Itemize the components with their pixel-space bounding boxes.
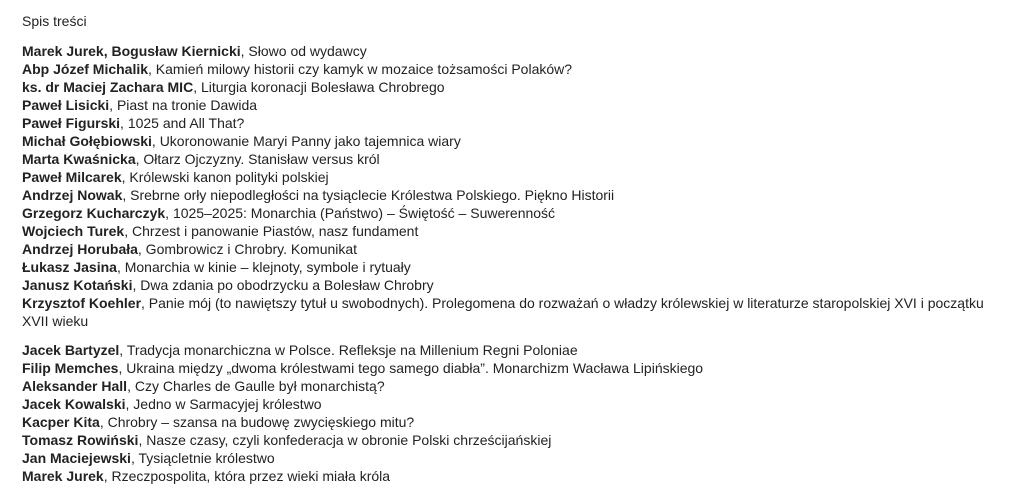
toc-entry-title: , Rzeczpospolita, która przez wieki miała króla [103, 468, 391, 484]
toc-entry [22, 341, 1012, 359]
toc-entry-title: , Ukraina między „dwoma królestwami tego samego diabła”. Monarchizm Wacława Lipińskiego [118, 360, 704, 376]
toc-entry-author: Janusz Kotański [22, 277, 133, 293]
page-title: Spis treści [22, 13, 87, 29]
toc-entry [22, 240, 1012, 258]
toc-entry-author: Filip Memches [22, 360, 119, 376]
toc-entry-title: , Liturgia koronacji Bolesława Chrobrego [193, 79, 445, 95]
toc-entry-author: Andrzej Nowak [22, 187, 123, 203]
toc-entry-title: , Ukoronowanie Maryi Panny jako tajemnica wiary [151, 133, 461, 149]
toc-entry [22, 96, 1012, 114]
toc-entry-author: Aleksander Hall [22, 378, 128, 394]
toc-entry [22, 42, 1012, 60]
toc-entry [22, 377, 1012, 395]
toc-entry [22, 413, 1012, 431]
toc-entry-title: , Kamień milowy historii czy kamyk w mozaice tożsamości Polaków? [148, 61, 573, 77]
toc-entry-author: Marek Jurek, Bogusław Kiernicki [22, 43, 241, 59]
toc-entry-author: Krzysztof Koehler [22, 295, 142, 311]
toc-entry-author: Michał Gołębiowski [22, 133, 152, 149]
toc-entry-author: Grzegorz Kucharczyk [22, 205, 166, 221]
toc-entry [22, 431, 1012, 449]
toc-entry-author: Abp Józef Michalik [22, 61, 149, 77]
toc-entry [22, 60, 1012, 78]
toc-entry-title: , Srebrne orły niepodległości na tysiąclecie Królestwa Polskiego. Piękno Historii [122, 187, 615, 203]
toc-entry-title: , 1025–2025: Monarchia (Państwo) – Świętość – Suwerenność [165, 205, 556, 221]
toc-entry [22, 114, 1012, 132]
toc-entry [22, 449, 1012, 467]
toc-entry-author: Wojciech Turek [22, 223, 125, 239]
toc-entry [22, 467, 1012, 485]
toc-entry-title: , Panie mój (to nawiętszy tytuł u swobodnych). Prolegomena do rozważań o władzy królewskiej w literaturze staropolskiej XVI i początku XVII wieku [22, 295, 984, 329]
toc-entry [22, 132, 1012, 150]
toc-entry-title: , Chrzest i panowanie Piastów, nasz fundament [124, 223, 419, 239]
toc-entry-author: Marta Kwaśnicka [22, 151, 136, 167]
toc-entry-title: , Tradycja monarchiczna w Polsce. Refleksje na Millenium Regni Poloniae [119, 342, 578, 358]
toc-entry [22, 294, 1012, 330]
toc-entry [22, 204, 1012, 222]
toc-entry-title: , Jedno w Sarmacyjej królestwo [125, 396, 322, 412]
toc-list [22, 42, 1012, 485]
toc-entry-title: , 1025 and All That? [120, 115, 245, 131]
toc-entry-author: Paweł Figurski [22, 115, 121, 131]
toc-entry-title: , Chrobry – szansa na budowę zwycięskiego mitu? [99, 414, 415, 430]
toc-entry-author: Paweł Milcarek [22, 169, 122, 185]
toc-entry-title: , Ołtarz Ojczyzny. Stanisław versus król [135, 151, 380, 167]
toc-entry-title: , Królewski kanon polityki polskiej [121, 169, 329, 185]
toc-entry-author: Jacek Kowalski [22, 396, 126, 412]
toc-entry-title: , Nasze czasy, czyli konfederacja w obronie Polski chrześcijańskiej [138, 432, 552, 448]
toc-entry [22, 168, 1012, 186]
toc-entry-title: , Gombrowicz i Chrobry. Komunikat [137, 241, 358, 257]
toc-entry [22, 359, 1012, 377]
toc-entry-author: Jan Maciejewski [22, 450, 131, 466]
toc-entry-title: , Piast na tronie Dawida [109, 97, 258, 113]
toc-entry-author: Paweł Lisicki [22, 97, 110, 113]
toc-entry-title: , Słowo od wydawcy [240, 43, 367, 59]
toc-entry [22, 395, 1012, 413]
toc-entry-author: Łukasz Jasina [22, 259, 117, 275]
toc-entry-author: Marek Jurek [22, 468, 104, 484]
toc-entry-author: Jacek Bartyzel [22, 342, 120, 358]
toc-entry-author: Kacper Kita [22, 414, 100, 430]
toc-entry [22, 78, 1012, 96]
toc-entry-title: , Dwa zdania po obodrzycku a Bolesław Chrobry [132, 277, 434, 293]
toc-entry-title: , Czy Charles de Gaulle był monarchistą? [127, 378, 385, 394]
toc-entry-author: Tomasz Rowiński [22, 432, 139, 448]
toc-entry [22, 276, 1012, 294]
toc-entry [22, 222, 1012, 240]
toc-entry-author: Andrzej Horubała [22, 241, 138, 257]
toc-entry [22, 150, 1012, 168]
toc-entry [22, 258, 1012, 276]
toc-entry-author: ks. dr Maciej Zachara MIC [22, 79, 194, 95]
toc-entry-title: , Monarchia w kinie – klejnoty, symbole i rytuały [116, 259, 411, 275]
toc-entry-title: , Tysiącletnie królestwo [130, 450, 275, 466]
toc-entry [22, 186, 1012, 204]
